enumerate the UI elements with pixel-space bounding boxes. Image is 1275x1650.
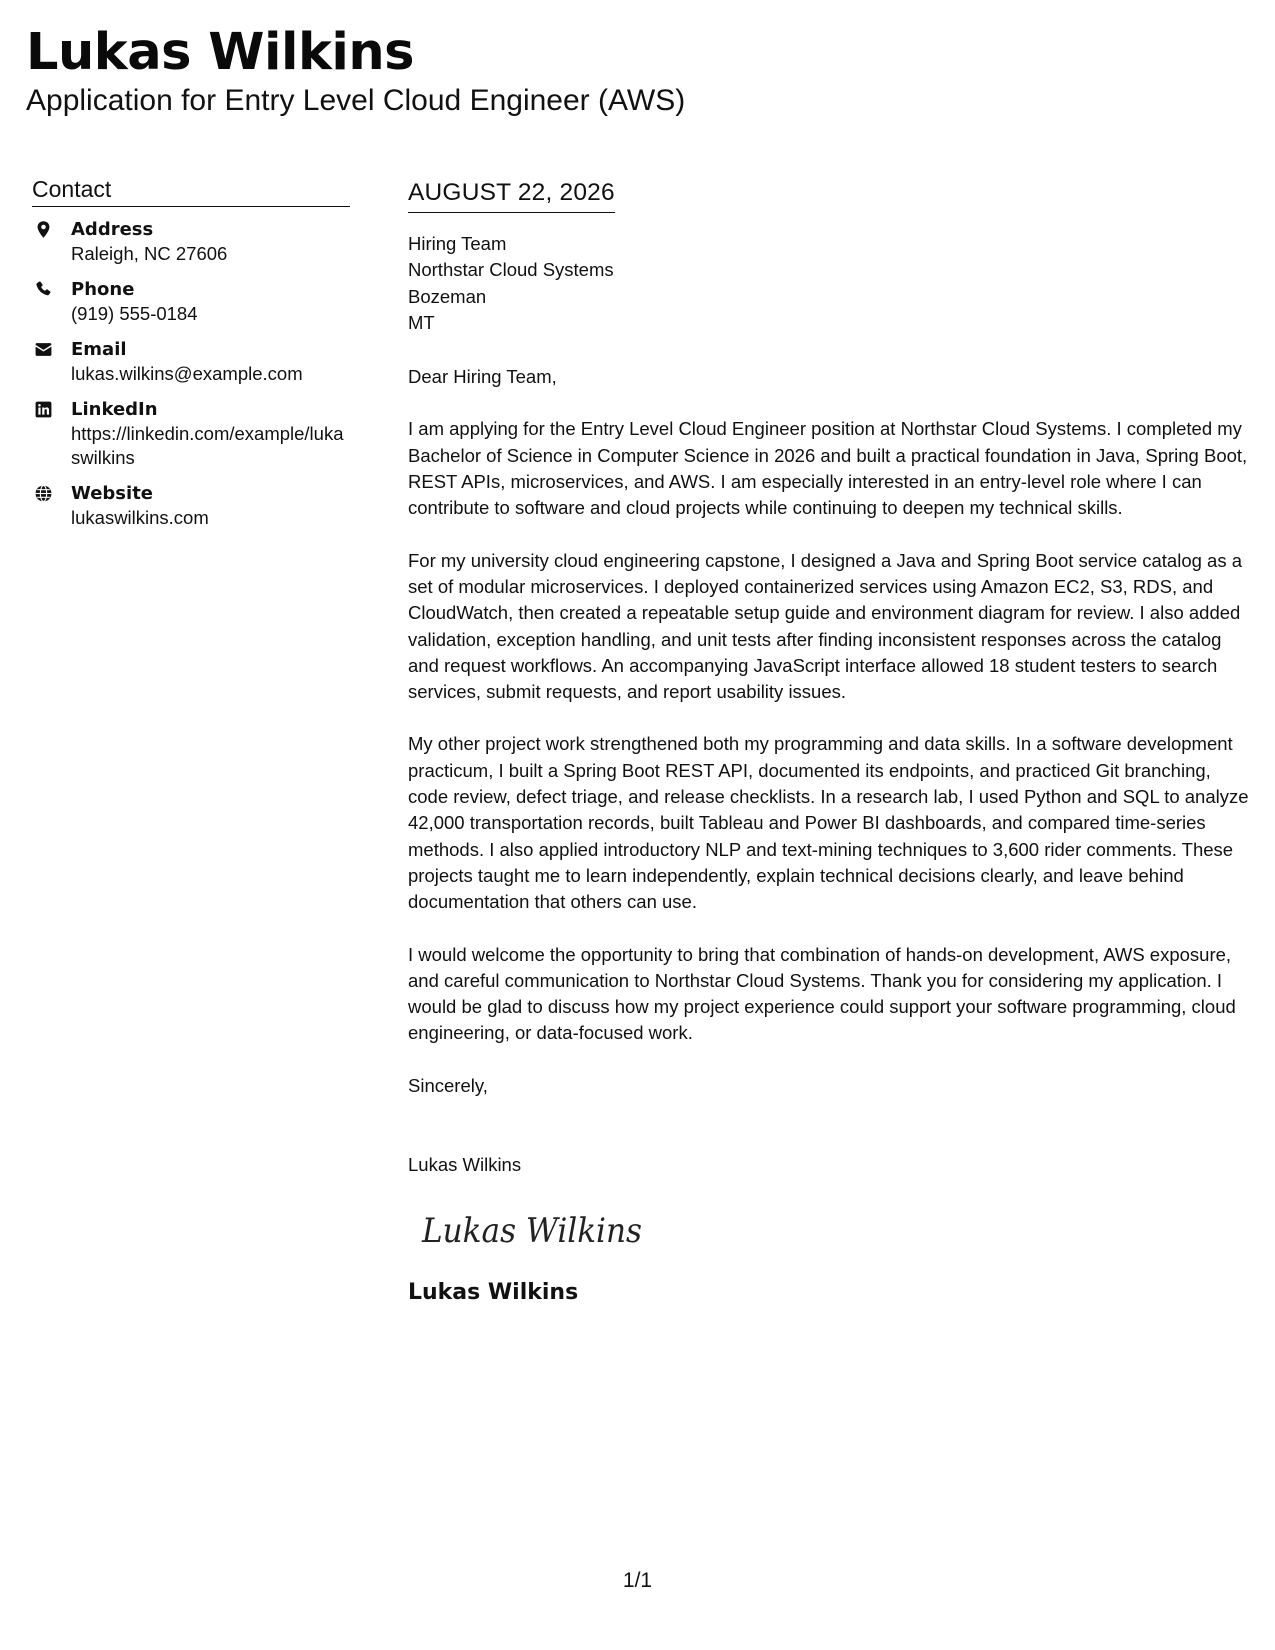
globe-icon [34,484,53,503]
contact-value[interactable]: https://linkedin.com/example/lukaswilkins [71,423,344,468]
contact-item-email [32,337,350,386]
linkedin-icon [34,400,53,419]
body-paragraph: My other project work strengthened both my programming and data skills. In a software development practicum, I built a Spring Boot REST API, documented its endpoints, and practiced Git branching, code review, defect triage, and release checklists. In a research lab, I used Python and SQL to analyze 42,000 transportation records, built Tableau and Power BI dashboards, and compared time-series methods. I also applied introductory NLP and text-mining techniques to 3,600 rider comments. These projects taught me to learn independently, explain technical decisions clearly, and leave behind documentation that others can use. [408,733,1249,913]
recipient-line: MT [408,311,435,333]
contact-label: LinkedIn [71,399,158,420]
contact-label: Website [71,483,154,504]
application-title: Application for Entry Level Cloud Engineer (AWS) [26,84,686,117]
handwritten-signature [408,1200,1253,1262]
body-paragraph: For my university cloud engineering capstone, I designed a Java and Spring Boot service catalog as a set of modular microservices. I deployed containerized services using Amazon EC2, S3, RDS, and CloudWatch, then created a repeatable setup guide and environment diagram for review. I also added validation, exception handling, and unit tests after finding inconsistent responses across the catalog and request workflows. An accompanying JavaScript interface allowed 18 student testers to search services, submit requests, and report usability issues. [408,549,1243,703]
contact-value[interactable]: lukaswilkins.com [71,507,209,528]
signer-name-bold: Lukas Wilkins [408,1280,579,1306]
page-number: 1/1 [622,1569,653,1592]
recipient-block [408,231,1253,336]
contact-heading: Contact [32,174,350,207]
phone-icon [34,280,53,299]
contact-item-website [32,481,350,530]
recipient-line: Bozeman [408,285,487,307]
contact-item-phone [32,277,350,326]
contact-item-linkedin [32,397,350,470]
contact-label: Address [71,219,154,240]
salutation: Dear Hiring Team, [408,366,557,388]
contact-item-address [32,217,350,266]
body-paragraph: I am applying for the Entry Level Cloud Engineer position at Northstar Cloud Systems. I completed my Bachelor of Science in Computer Science in 2026 and built a practical foundation in Java, Spring Boot, REST APIs, microservices, and AWS. I am especially interested in an entry-level role where I can contribute to software and cloud projects while continuing to deepen my technical skills. [408,418,1248,519]
contact-value: Raleigh, NC 27606 [71,243,228,264]
envelope-icon [34,340,53,359]
contact-value: lukas.wilkins@example.com [71,363,303,384]
contact-sidebar [32,174,350,541]
signature-text: Lukas Wilkins [421,1211,642,1252]
recipient-line: Northstar Cloud Systems [408,259,614,281]
contact-label: Phone [71,279,135,300]
closing: Sincerely, [408,1074,488,1096]
contact-label: Email [71,339,127,360]
contact-value: (919) 555-0184 [71,303,198,324]
letter-date: AUGUST 22, 2026 [408,179,615,206]
date-block [408,178,615,213]
recipient-line: Hiring Team [408,233,507,254]
letter-body [408,178,1253,1308]
body-paragraph: I would welcome the opportunity to bring that combination of hands-on development, AWS exposure, and careful communication to Northstar Cloud Systems. Thank you for considering my application. I would be glad to discuss how my project experience could support your software programming, cloud engineering, or data-focused work. [408,943,1236,1044]
map-marker-icon [34,220,53,239]
signer-name: Lukas Wilkins [408,1154,522,1176]
applicant-name: Lukas Wilkins [26,23,415,82]
